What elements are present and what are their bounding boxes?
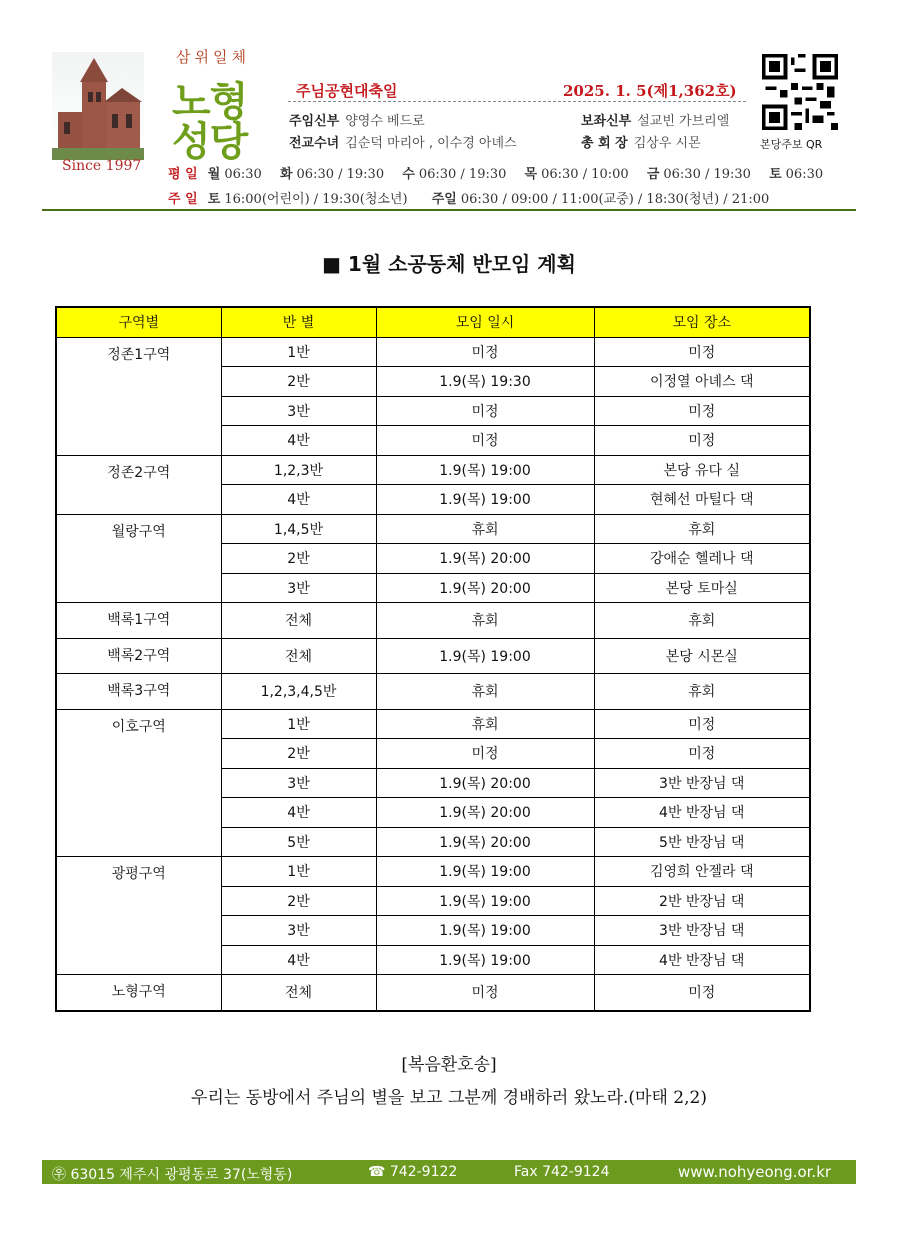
datetime-cell: 미정	[376, 975, 594, 1011]
group-cell: 2반	[221, 739, 376, 769]
group-cell: 3반	[221, 768, 376, 798]
place-cell: 현혜선 마틸다 댁	[594, 485, 810, 515]
qr-label: 본당주보 QR	[760, 138, 823, 151]
mass-times: 06:30	[224, 167, 262, 182]
group-cell: 1반	[221, 337, 376, 367]
datetime-cell: 1.9(목) 20:00	[376, 768, 594, 798]
day-label: 금	[646, 167, 660, 182]
verse-text: 우리는 동방에서 주님의 별을 보고 그분께 경배하러 왔노라.(마태 2,2)	[191, 1088, 707, 1108]
group-cell: 1반	[221, 857, 376, 887]
group-cell: 1,2,3,4,5반	[221, 674, 376, 710]
table-row	[56, 514, 810, 544]
datetime-cell: 미정	[376, 396, 594, 426]
meeting-plan-table	[55, 306, 811, 1012]
header-datetime: 모임 일시	[376, 307, 594, 337]
church-name-line1: 노형	[172, 79, 248, 125]
area-cell: 광평구역	[56, 857, 221, 975]
staff-role: 전교수녀	[289, 136, 340, 151]
place-cell: 본당 시몬실	[594, 638, 810, 674]
mass-times: 16:00(어린이) / 19:30(청소년)	[224, 192, 408, 207]
group-cell: 3반	[221, 573, 376, 603]
place-cell: 본당 유다 실	[594, 455, 810, 485]
area-cell: 이호구역	[56, 709, 221, 857]
place-cell: 강애순 헬레나 댁	[594, 544, 810, 574]
mass-times: 06:30 / 19:30	[418, 167, 507, 182]
group-cell: 1,2,3반	[221, 455, 376, 485]
table-row	[56, 674, 810, 710]
table-row	[56, 337, 810, 367]
datetime-cell: 1.9(목) 19:30	[376, 367, 594, 397]
header-group: 반 별	[221, 307, 376, 337]
footer-phone: ☎ 742-9122	[368, 1164, 458, 1180]
group-cell: 전체	[221, 975, 376, 1011]
table-header-row	[56, 307, 810, 337]
datetime-cell: 1.9(목) 20:00	[376, 827, 594, 857]
place-cell: 3반 반장님 댁	[594, 916, 810, 946]
area-cell: 정존2구역	[56, 455, 221, 514]
datetime-cell: 1.9(목) 20:00	[376, 544, 594, 574]
mass-times: 06:30 / 09:00 / 11:00(교중) / 18:30(청년) / 21:00	[460, 192, 770, 207]
day-label: 목	[524, 167, 538, 182]
datetime-cell: 1.9(목) 19:00	[376, 485, 594, 515]
issue-date: 2025. 1. 5(제1,362호)	[563, 82, 737, 100]
mass-times: 06:30 / 19:30	[663, 167, 751, 182]
page-title: ■ 1월 소공동체 반모임 계획	[322, 252, 576, 276]
mass-times: 06:30	[785, 167, 824, 182]
datetime-cell: 1.9(목) 19:00	[376, 455, 594, 485]
datetime-cell: 휴회	[376, 709, 594, 739]
datetime-cell: 휴회	[376, 514, 594, 544]
footer-bar	[42, 1160, 856, 1184]
place-cell: 4반 반장님 댁	[594, 798, 810, 828]
place-cell: 휴회	[594, 603, 810, 639]
datetime-cell: 1.9(목) 19:00	[376, 886, 594, 916]
footer-address: ㉾ 63015 제주시 광평동로 37(노형동)	[52, 1167, 293, 1183]
divider	[288, 101, 746, 102]
datetime-cell: 1.9(목) 19:00	[376, 638, 594, 674]
table-body	[56, 337, 810, 1011]
weekday-label: 평 일	[168, 167, 198, 182]
datetime-cell: 1.9(목) 19:00	[376, 945, 594, 975]
staff-name: 김순덕 마리아 , 이수경 아녜스	[345, 136, 517, 151]
header-area: 구역별	[56, 307, 221, 337]
header-place: 모임 장소	[594, 307, 810, 337]
feast-title: 주님공현대축일	[296, 82, 398, 100]
datetime-cell: 1.9(목) 19:00	[376, 916, 594, 946]
group-cell: 3반	[221, 396, 376, 426]
datetime-cell: 1.9(목) 20:00	[376, 798, 594, 828]
day-label: 수	[402, 167, 415, 182]
place-cell: 5반 반장님 댁	[594, 827, 810, 857]
datetime-cell: 1.9(목) 20:00	[376, 573, 594, 603]
area-cell: 정존1구역	[56, 337, 221, 455]
staff-name: 양영수 베드로	[345, 114, 425, 129]
place-cell: 미정	[594, 975, 810, 1011]
header-rule	[42, 209, 856, 211]
group-cell: 2반	[221, 367, 376, 397]
group-cell: 전체	[221, 638, 376, 674]
place-cell: 미정	[594, 739, 810, 769]
place-cell: 2반 반장님 댁	[594, 886, 810, 916]
staff-name: 설교빈 가브리엘	[637, 114, 730, 129]
group-cell: 2반	[221, 886, 376, 916]
datetime-cell: 휴회	[376, 674, 594, 710]
staff-name: 김상우 시몬	[633, 136, 701, 151]
day-label: 월	[207, 167, 221, 182]
place-cell: 미정	[594, 709, 810, 739]
staff-role: 보좌신부	[581, 114, 632, 129]
group-cell: 4반	[221, 485, 376, 515]
group-cell: 3반	[221, 916, 376, 946]
area-cell: 백록2구역	[56, 638, 221, 674]
place-cell: 3반 반장님 댁	[594, 768, 810, 798]
table-row	[56, 709, 810, 739]
qr-code-icon[interactable]	[762, 54, 838, 130]
area-cell: 월랑구역	[56, 514, 221, 603]
area-cell: 백록3구역	[56, 674, 221, 710]
place-cell: 휴회	[594, 674, 810, 710]
group-cell: 4반	[221, 798, 376, 828]
motto: 삼위일체	[176, 48, 250, 66]
group-cell: 2반	[221, 544, 376, 574]
place-cell: 미정	[594, 426, 810, 456]
staff-pastor	[289, 110, 425, 129]
footer-website-link[interactable]: www.nohyeong.or.kr	[678, 1163, 832, 1181]
group-cell: 5반	[221, 827, 376, 857]
group-cell: 1반	[221, 709, 376, 739]
group-cell: 1,4,5반	[221, 514, 376, 544]
weekday-schedule	[168, 163, 823, 182]
staff-president	[581, 132, 701, 151]
staff-role: 총 회 장	[581, 136, 628, 151]
place-cell: 이정열 아녜스 댁	[594, 367, 810, 397]
table-row	[56, 455, 810, 485]
day-label: 주일	[431, 192, 457, 207]
group-cell: 4반	[221, 426, 376, 456]
place-cell: 본당 토마실	[594, 573, 810, 603]
group-cell: 4반	[221, 945, 376, 975]
datetime-cell: 휴회	[376, 603, 594, 639]
datetime-cell: 미정	[376, 426, 594, 456]
footer-fax: Fax 742-9124	[514, 1164, 610, 1180]
area-cell: 백록1구역	[56, 603, 221, 639]
table-row	[56, 975, 810, 1011]
table-row	[56, 603, 810, 639]
table-row	[56, 638, 810, 674]
staff-sisters	[289, 132, 517, 151]
church-building-image	[52, 52, 144, 160]
datetime-cell: 1.9(목) 19:00	[376, 857, 594, 887]
datetime-cell: 미정	[376, 337, 594, 367]
mass-times: 06:30 / 19:30	[296, 167, 385, 182]
place-cell: 김영희 안젤라 댁	[594, 857, 810, 887]
verse-title: [복음환호송]	[401, 1055, 497, 1075]
day-label: 토	[207, 192, 221, 207]
since-label: Since 1997	[62, 158, 142, 174]
place-cell: 미정	[594, 337, 810, 367]
mass-times: 06:30 / 10:00	[541, 167, 629, 182]
sunday-label: 주 일	[168, 192, 198, 207]
area-cell: 노형구역	[56, 975, 221, 1011]
table-row	[56, 857, 810, 887]
datetime-cell: 미정	[376, 739, 594, 769]
place-cell: 미정	[594, 396, 810, 426]
place-cell: 4반 반장님 댁	[594, 945, 810, 975]
place-cell: 휴회	[594, 514, 810, 544]
church-name-line2: 성당	[172, 119, 248, 165]
staff-role: 주임신부	[289, 114, 340, 129]
day-label: 화	[279, 167, 293, 182]
sunday-schedule	[168, 188, 769, 207]
group-cell: 전체	[221, 603, 376, 639]
staff-assistant-pastor	[581, 110, 729, 129]
day-label: 토	[769, 167, 782, 182]
